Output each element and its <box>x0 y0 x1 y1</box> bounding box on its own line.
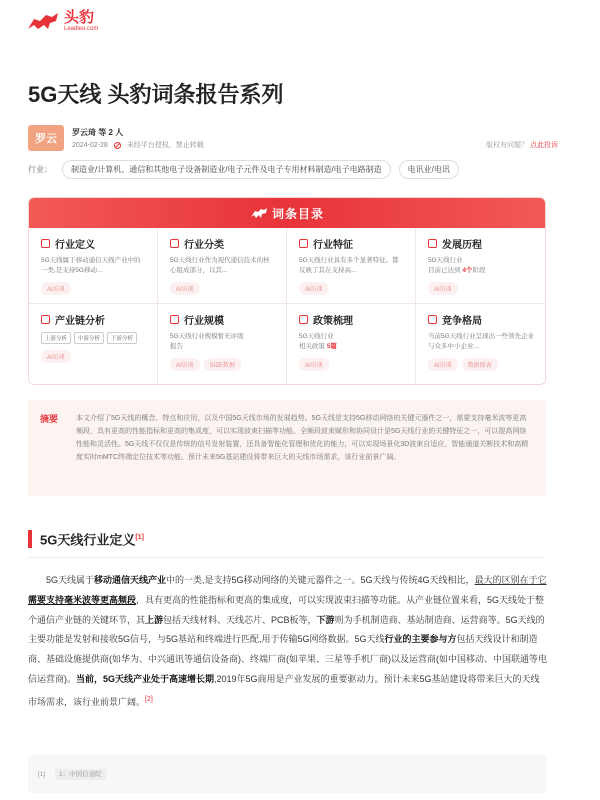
ai-interview-pill[interactable]: AI访谈 <box>428 282 458 295</box>
page-title: 5G天线 头豹词条报告系列 <box>28 82 284 107</box>
copyright-report <box>486 140 558 150</box>
ban-icon <box>114 142 121 149</box>
data-chart-pill[interactable]: 数据图表 <box>462 358 498 371</box>
publish-date: 2024-02-28 <box>72 141 108 149</box>
toc-item-desc: 5G天线行业作为现代通信技术的核心组成部分，以其... <box>170 257 270 274</box>
toc-panel <box>28 197 546 385</box>
toc-item-desc: 5G天线属于移动通信天线产业中的一类,是支持5G移动... <box>41 257 141 274</box>
ai-interview-pill[interactable]: AI访谈 <box>41 350 71 363</box>
ai-interview-pill[interactable]: AI访谈 <box>170 358 200 371</box>
ai-interview-pill[interactable]: AI访谈 <box>299 358 329 371</box>
reference-box <box>28 755 546 793</box>
features-icon <box>299 239 308 248</box>
industry-row <box>28 160 574 179</box>
copyright-notice: 未经平台授权，禁止转载 <box>126 142 204 149</box>
brand-logo[interactable] <box>26 10 98 33</box>
toc-item-title: 竞争格局 <box>442 316 482 327</box>
chain-stages <box>41 332 147 344</box>
toc-item-desc: 5G天线行业具有多个显著特征。都反映了其在支持高... <box>299 257 399 274</box>
toc-header <box>29 198 545 228</box>
author-name[interactable]: 罗云琦 等 2 人 <box>72 128 124 137</box>
chain-midstream[interactable]: 中游分析 <box>74 332 104 344</box>
definition-icon <box>41 239 50 248</box>
toc-item-definition[interactable] <box>29 228 158 304</box>
citation-link[interactable]: [2] <box>145 695 153 703</box>
size-data-pill[interactable]: SIZE数据 <box>204 358 241 371</box>
competition-icon <box>428 315 437 324</box>
toc-item-desc: 5G天线行业规模暂无评级报告 <box>170 333 244 350</box>
toc-item-features[interactable] <box>287 228 416 304</box>
leopard-logo-icon <box>26 11 60 33</box>
toc-item-title: 政策梳理 <box>313 316 353 327</box>
section-title-text: 5G天线行业定义 <box>40 532 136 548</box>
toc-item-title: 行业定义 <box>55 240 95 251</box>
history-icon <box>428 239 437 248</box>
scale-icon <box>170 315 179 324</box>
summary-label: 摘要 <box>40 414 59 424</box>
brand-domain: Leadleo.com <box>64 26 99 32</box>
brand-name: 头豹 <box>64 9 95 26</box>
industry-label: 行业： <box>28 165 52 174</box>
ai-interview-pill[interactable]: AI访谈 <box>428 358 458 371</box>
toc-item-title: 发展历程 <box>442 240 482 251</box>
divider <box>28 557 546 558</box>
ai-interview-pill[interactable]: AI访谈 <box>170 282 200 295</box>
toc-item-title: 行业特征 <box>313 240 353 251</box>
toc-item-desc: 5G天线行业 目前已达到 4个阶段 <box>428 257 486 274</box>
section-title <box>28 530 144 548</box>
avatar[interactable]: 罗云 <box>28 125 64 151</box>
toc-item-title: 行业分类 <box>184 240 224 251</box>
reference-index: [1] <box>38 771 46 778</box>
meta-row <box>72 140 204 150</box>
reference-source[interactable]: 1：中国信通院 <box>55 769 106 780</box>
toc-item-history[interactable] <box>416 228 545 304</box>
summary-box <box>28 400 546 496</box>
report-link[interactable]: 点此投诉 <box>530 142 558 149</box>
toc-item-classification[interactable] <box>158 228 287 304</box>
policy-icon <box>299 315 308 324</box>
toc-item-chain[interactable] <box>29 304 158 384</box>
report-question: 版权有问题？ <box>486 142 529 149</box>
chain-upstream[interactable]: 上游分析 <box>41 332 71 344</box>
toc-item-competition[interactable] <box>416 304 545 384</box>
toc-item-scale[interactable] <box>158 304 287 384</box>
chain-icon <box>41 315 50 324</box>
toc-item-title: 行业规模 <box>184 316 224 327</box>
toc-item-desc: 5G天线行业 相关政策 5篇 <box>299 333 337 350</box>
definition-paragraph: 5G天线属于移动通信天线产业中的一类,是支持5G移动网络的关键元器件之一。5G天线与传统4G天线相比，最大的区别在于它需要支持毫米波等更高频段，具有更高的性能指标和更高的集成度，可以实现波束扫描等功能。从产业链位置来看，5G天线处于整个通信产业链的关键环节，其上游包括天线材料、天线芯片、PCB板等，下游则为手机制造商、基站制造商、运营商等。5G天线的主要功能是发射和接收5G信号，与5G基站和终端进行匹配,用于传输5G网络数据。5G天线行业的主要参与方包括天线设计和制造商、基础设施提供商(如华为、中兴通讯等通信设备商)、终端厂商(如苹果、三星等手机厂商)以及运营商(如中国移动、中国联通等电信运营商)。当前，5G天线产业处于高速增长期,2019年5G商用是产业发展的重要驱动力。预计未来5G基站建设将带来巨大的天线市场需求，该行业前景广阔。[2] <box>28 575 547 707</box>
toc-item-policy[interactable] <box>287 304 416 384</box>
industry-tag[interactable]: 电讯业/电讯 <box>399 160 459 179</box>
ai-interview-pill[interactable]: AI访谈 <box>299 282 329 295</box>
classification-icon <box>170 239 179 248</box>
citation-link[interactable]: [1] <box>135 534 144 541</box>
chain-downstream[interactable]: 下游分析 <box>107 332 137 344</box>
ai-interview-pill[interactable]: AI访谈 <box>41 282 71 295</box>
toc-title: 词条目录 <box>271 206 324 221</box>
summary-text: 本文介绍了5G天线的概念、特点和应用，以及中国5G天线市场的发展趋势。5G天线是支持5G移动网络的关键元器件之一，需要支持毫米波等更高频段，具有更高的性能指标和更高的集成度，可以实现波束扫描等功能。全频段波束赋形和协同设计是5G天线行业的关键特征之一，可以提高网络性能和灵活性。5G天线不仅仅是传统的信号发射装置，还具备智能化管理和优化的能力，可以实现场景化3D波束自适应，智能通道关断技术和高精度实时mMTC终端定位技术等功能。预计未来5G基站建设将带来巨大的天线市场需求，该行业前景广阔。 <box>76 415 529 461</box>
industry-tag[interactable]: 制造业/计算机、通信和其他电子设备制造业/电子元件及电子专用材料制造/电子电路制造 <box>62 160 391 179</box>
toc-item-desc: 当前5G天线行业呈现出一些领先企业与众多中小企业... <box>428 333 535 350</box>
toc-item-title: 产业链分析 <box>55 316 105 327</box>
leopard-icon <box>250 207 268 219</box>
